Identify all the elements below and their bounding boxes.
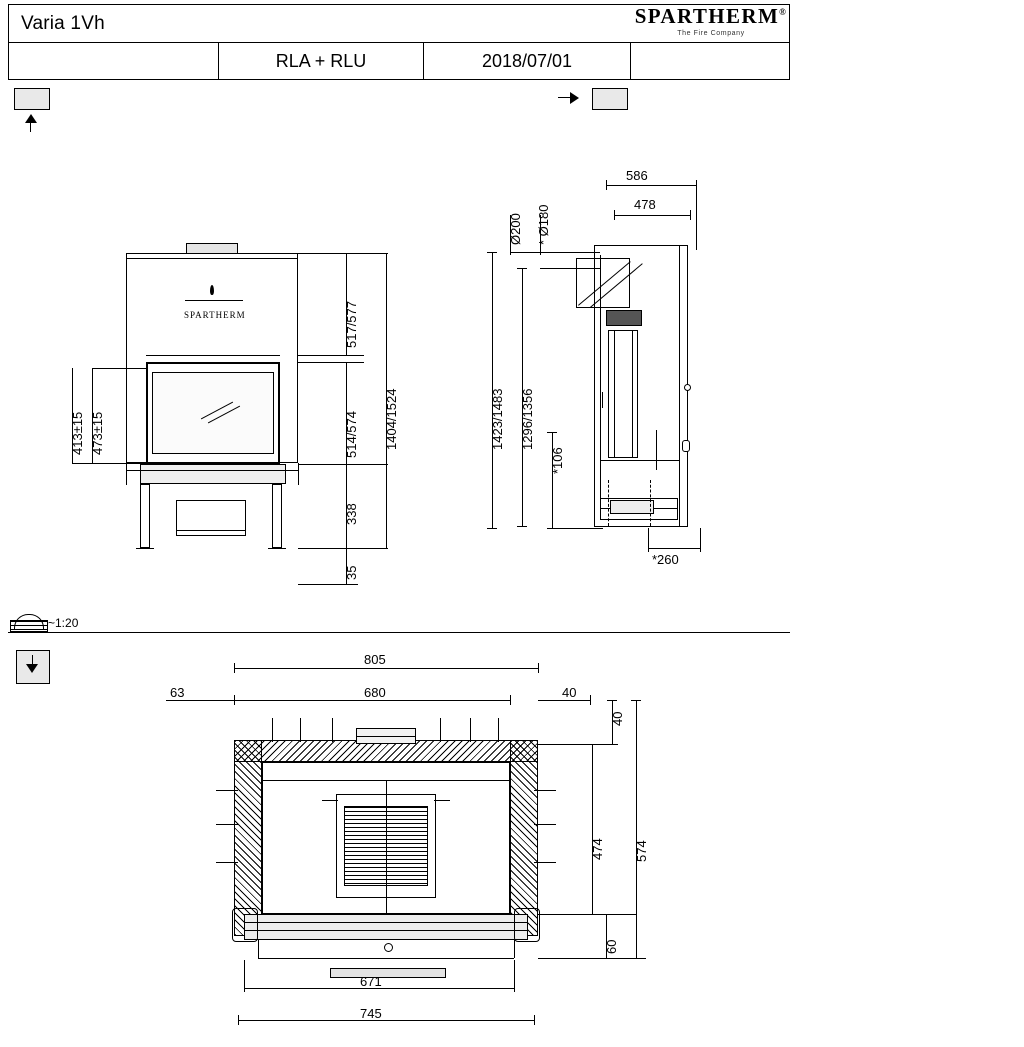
dim-413: 413±15	[70, 411, 85, 455]
model-name: Varia 1Vh	[21, 13, 105, 34]
date-cell: 2018/07/01	[424, 43, 631, 80]
dim-671: 671	[360, 974, 382, 989]
front-base-body	[140, 464, 286, 484]
dim-473: 473±15	[90, 411, 105, 455]
dim-260: *260	[652, 552, 679, 567]
title-block	[8, 4, 790, 80]
title-block-empty-cell	[9, 43, 219, 80]
dim-1404-1524: 1404/1524	[384, 388, 399, 450]
side-view-arrow-icon	[570, 92, 579, 104]
side-firebox	[608, 330, 638, 458]
variant-cell: RLA + RLU	[219, 43, 424, 80]
dim-1296-1356: 1296/1356	[520, 388, 535, 450]
front-top-plate	[186, 243, 238, 254]
dim-338: 338	[344, 503, 359, 525]
plan-wall-left	[234, 740, 262, 936]
dim-805: 805	[364, 652, 386, 667]
dim-680: 680	[364, 685, 386, 700]
dim-514-574: 514/574	[344, 411, 359, 458]
side-view-icon	[592, 88, 628, 110]
dim-745: 745	[360, 1006, 382, 1021]
front-logo-text: SPARTHERM	[184, 310, 246, 320]
brand-tagline: The Fire Company	[677, 29, 745, 37]
dim-d180: * Ø180	[536, 204, 551, 245]
dim-35: 35	[344, 565, 359, 580]
plan-handle-bar	[330, 968, 446, 978]
front-leg-right	[272, 484, 282, 548]
title-block-row-bottom	[9, 43, 789, 80]
scale-icon	[10, 612, 46, 630]
dim-40-vertical: 40	[610, 711, 625, 726]
brand-text: SPARTHERM	[634, 3, 780, 28]
dim-106: *106	[550, 447, 565, 474]
brand-registered: ®	[779, 6, 788, 17]
dim-474: 474	[590, 838, 605, 860]
scale-label: ~1:20	[48, 616, 79, 630]
dim-63: 63	[170, 685, 185, 700]
plan-front-frame	[244, 914, 528, 940]
dim-1423-1483: 1423/1483	[490, 388, 505, 450]
dim-517-577: 517/577	[344, 301, 359, 348]
front-leg-left	[140, 484, 150, 548]
plan-grille	[344, 806, 428, 886]
front-view-icon	[14, 88, 50, 110]
brand-wordmark	[635, 4, 788, 29]
section-divider	[8, 632, 790, 633]
top-view-arrow-icon	[26, 664, 38, 673]
plan-corner-right	[514, 908, 540, 942]
plan-corner-left	[232, 908, 258, 942]
dim-60: 60	[604, 939, 619, 954]
front-view-arrow-icon	[25, 114, 37, 123]
plan-wall-right	[510, 740, 538, 936]
dim-586: 586	[626, 168, 648, 183]
side-flue-collar	[606, 310, 642, 326]
dim-d200: Ø200	[508, 213, 523, 245]
brand-logo	[631, 0, 791, 42]
side-ash-pan	[610, 500, 654, 514]
dim-574: 574	[634, 840, 649, 862]
dim-478: 478	[634, 197, 656, 212]
flame-icon	[698, 0, 724, 3]
dim-40: 40	[562, 685, 577, 700]
